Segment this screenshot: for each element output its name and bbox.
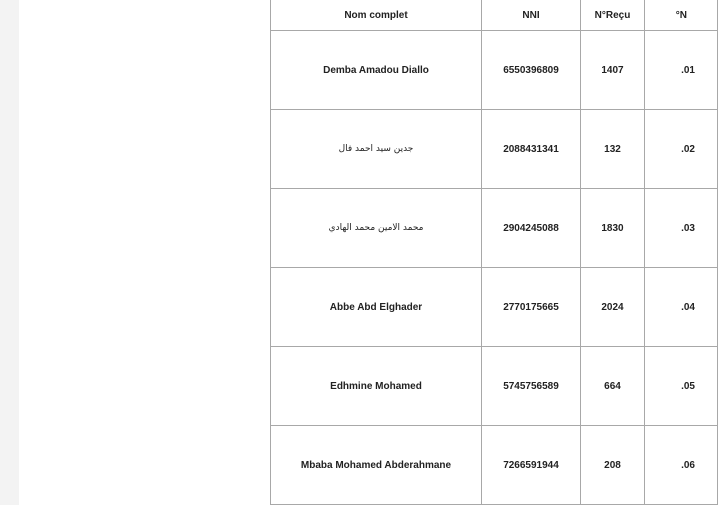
cell-full-name: محمد الامين محمد الهادي bbox=[271, 189, 482, 268]
table-row bbox=[271, 426, 718, 505]
cell-nni: 6550396809 bbox=[482, 31, 581, 110]
cell-receipt: 208 bbox=[581, 426, 645, 505]
header-receipt-number: N°Reçu bbox=[581, 0, 645, 31]
header-row-number: °N bbox=[645, 0, 718, 31]
cell-nni: 2770175665 bbox=[482, 268, 581, 347]
cell-nni: 7266591944 bbox=[482, 426, 581, 505]
header-nni: NNI bbox=[482, 0, 581, 31]
table-row bbox=[271, 347, 718, 426]
table-row bbox=[271, 110, 718, 189]
header-full-name: Nom complet bbox=[271, 0, 482, 31]
cell-full-name: Abbe Abd Elghader bbox=[271, 268, 482, 347]
cell-row-number: .03 bbox=[645, 189, 718, 268]
table-header-row bbox=[271, 0, 718, 31]
cell-nni: 5745756589 bbox=[482, 347, 581, 426]
cell-full-name: Demba Amadou Diallo bbox=[271, 31, 482, 110]
cell-receipt: 664 bbox=[581, 347, 645, 426]
cell-row-number: .01 bbox=[645, 31, 718, 110]
table-row bbox=[271, 31, 718, 110]
cell-receipt: 1407 bbox=[581, 31, 645, 110]
cell-full-name: Edhmine Mohamed bbox=[271, 347, 482, 426]
table-row bbox=[271, 268, 718, 347]
table-row bbox=[271, 189, 718, 268]
cell-full-name: Mbaba Mohamed Abderahmane bbox=[271, 426, 482, 505]
cell-nni: 2088431341 bbox=[482, 110, 581, 189]
cell-row-number: .06 bbox=[645, 426, 718, 505]
document-page bbox=[19, 0, 720, 505]
cell-row-number: .05 bbox=[645, 347, 718, 426]
cell-receipt: 1830 bbox=[581, 189, 645, 268]
results-table bbox=[270, 0, 718, 505]
cell-receipt: 132 bbox=[581, 110, 645, 189]
cell-receipt: 2024 bbox=[581, 268, 645, 347]
cell-row-number: .02 bbox=[645, 110, 718, 189]
cell-row-number: .04 bbox=[645, 268, 718, 347]
cell-full-name: جدين سيد احمد فال bbox=[271, 110, 482, 189]
cell-nni: 2904245088 bbox=[482, 189, 581, 268]
